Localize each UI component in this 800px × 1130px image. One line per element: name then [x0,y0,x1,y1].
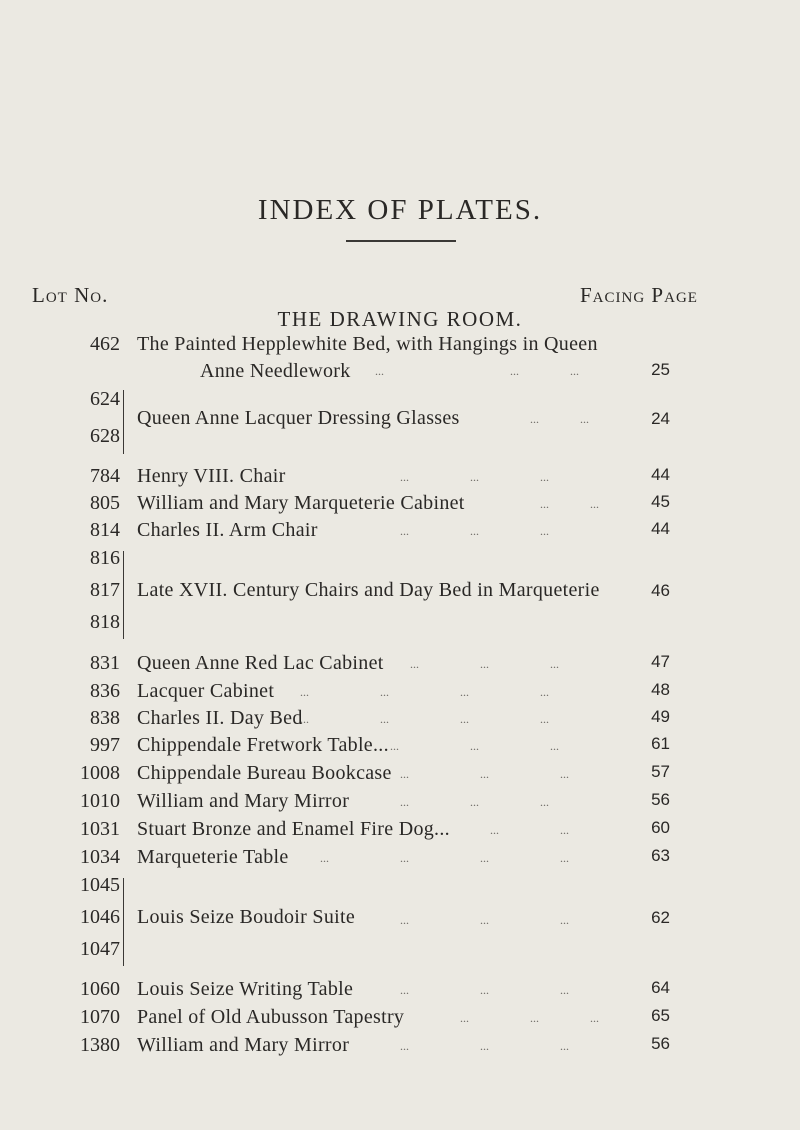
facing-page-number: 46 [651,581,670,600]
leader-dots: ... [320,851,329,865]
leader-dots: ... [540,470,549,484]
lot-number: 1008 [80,762,120,784]
leader-dots: ... [390,739,399,753]
lot-number: 814 [90,519,120,541]
lot-number: 997 [90,734,120,756]
leader-dots: ... [300,685,309,699]
entry-description: Stuart Bronze and Enamel Fire Dog... [137,818,450,840]
leader-dots: ... [540,524,549,538]
leader-dots: ... [400,795,409,809]
lot-number: 1010 [80,790,120,812]
leader-dots: ... [560,983,569,997]
entry-description-line-2: Anne Needlework [200,360,351,382]
leader-dots: ... [540,795,549,809]
entry-description: Charles II. Day Bed [137,707,303,729]
facing-page-header: Facing Page [580,283,698,307]
index-entry [0,492,800,522]
facing-page-number: 25 [651,360,670,379]
leader-dots: ... [460,685,469,699]
lot-number: 624 [90,388,120,410]
leader-dots: ... [400,913,409,927]
lot-number: 1031 [80,818,120,840]
leader-dots: ... [580,412,589,426]
leader-dots: ... [400,767,409,781]
facing-page-number: 48 [651,680,670,699]
title-rule [346,240,456,242]
facing-page-number: 44 [651,519,670,538]
leader-dots: ... [570,364,579,378]
leader-dots: ... [550,739,559,753]
facing-page-number: 56 [651,1034,670,1053]
index-entry [0,734,800,764]
lot-number: 816 [90,547,120,569]
entry-description: Chippendale Bureau Bookcase [137,762,392,784]
leader-dots: ... [470,739,479,753]
lot-number: 831 [90,652,120,674]
leader-dots: ... [540,497,549,511]
leader-dots: ... [375,364,384,378]
facing-page-number: 24 [651,409,670,428]
entry-description: Late XVII. Century Chairs and Day Bed in Marqueterie [137,579,600,601]
index-entry [0,652,800,682]
entry-description: Lacquer Cabinet [137,680,275,702]
leader-dots: ... [470,470,479,484]
lot-number: 1047 [80,938,120,960]
leader-dots: ... [470,795,479,809]
lot-number: 1070 [80,1006,120,1028]
leader-dots: ... [560,913,569,927]
index-entry [0,707,800,737]
entry-description: Marqueterie Table [137,846,289,868]
leader-dots: ... [380,712,389,726]
leader-dots: ... [550,657,559,671]
leader-dots: ... [540,712,549,726]
facing-page-number: 45 [651,492,670,511]
facing-page-number: 64 [651,978,670,997]
leader-dots: ... [460,712,469,726]
leader-dots: ... [480,657,489,671]
leader-dots: ... [490,823,499,837]
lot-number: 1046 [80,906,120,928]
lot-number: 805 [90,492,120,514]
facing-page-number: 63 [651,846,670,865]
leader-dots: ... [560,1039,569,1053]
lot-number: 628 [90,425,120,447]
leader-dots: ... [560,767,569,781]
facing-page-number: 61 [651,734,670,753]
entry-description: Queen Anne Red Lac Cabinet [137,652,384,674]
lot-number: 836 [90,680,120,702]
leader-dots: ... [480,1039,489,1053]
index-entry [0,333,800,363]
leader-dots: ... [590,497,599,511]
facing-page-number: 47 [651,652,670,671]
facing-page-number: 44 [651,465,670,484]
lot-number: 784 [90,465,120,487]
leader-dots: ... [400,524,409,538]
leader-dots: ... [400,1039,409,1053]
entry-description: Panel of Old Aubusson Tapestry [137,1006,405,1028]
section-heading: THE DRAWING ROOM. [277,307,523,331]
leader-dots: ... [460,1011,469,1025]
entry-description: Henry VIII. Chair [137,465,286,487]
entry-description: The Painted Hepplewhite Bed, with Hangings in Queen [137,333,598,355]
leader-dots: ... [400,851,409,865]
lot-number: 818 [90,611,120,633]
index-entry [0,818,800,848]
leader-dots: ... [560,851,569,865]
leader-dots: ... [400,983,409,997]
lot-no-header: Lot No. [32,283,109,307]
lot-number: 838 [90,707,120,729]
entry-description: William and Mary Mirror [137,790,350,812]
index-entry [0,680,800,710]
facing-page-number: 62 [651,908,670,927]
index-entry [0,388,800,458]
leader-dots: ... [380,685,389,699]
entry-description: William and Mary Mirror [137,1034,350,1056]
lot-number-group [60,547,120,643]
lot-number: 817 [90,579,120,601]
entry-description: Charles II. Arm Chair [137,519,318,541]
lot-number: 1045 [80,874,120,896]
leader-dots: ... [540,685,549,699]
lot-number: 1034 [80,846,120,868]
leader-dots: ... [510,364,519,378]
leader-dots: ... [530,1011,539,1025]
leader-dots: ... [410,657,419,671]
leader-dots: ... [590,1011,599,1025]
lot-number-group [60,874,120,970]
leader-dots: ... [560,823,569,837]
facing-page-number: 49 [651,707,670,726]
leader-dots: ... [480,851,489,865]
index-entry [0,1006,800,1036]
index-entry-continuation [0,360,800,390]
leader-dots: ... [400,470,409,484]
leader-dots: ... [480,913,489,927]
lot-number: 462 [90,333,120,355]
entry-description: Louis Seize Writing Table [137,978,354,1000]
brace [123,390,124,454]
leader-dots: ... [480,767,489,781]
facing-page-number: 56 [651,790,670,809]
entry-description: William and Mary Marqueterie Cabinet [137,492,465,514]
index-entry [0,547,800,647]
lot-number-group [60,388,120,462]
entry-description: Chippendale Fretwork Table... [137,734,389,756]
facing-page-number: 57 [651,762,670,781]
entry-description: Queen Anne Lacquer Dressing Glasses [137,407,460,429]
facing-page-number: 65 [651,1006,670,1025]
leader-dots: ... [300,712,309,726]
leader-dots: ... [470,524,479,538]
leader-dots: ... [530,412,539,426]
facing-page-number: 60 [651,818,670,837]
leader-dots: ... [480,983,489,997]
lot-number: 1060 [80,978,120,1000]
brace [123,878,124,966]
entry-description: Louis Seize Boudoir Suite [137,906,356,928]
brace [123,551,124,639]
lot-number: 1380 [80,1034,120,1056]
page-title: INDEX OF PLATES. [257,194,543,226]
